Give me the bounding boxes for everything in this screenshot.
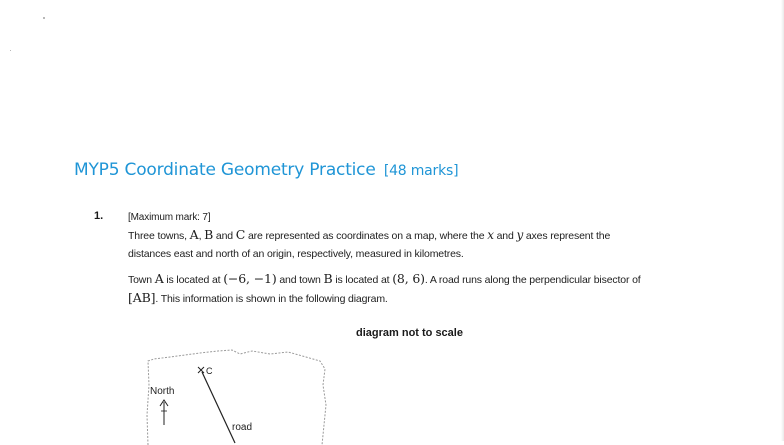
label-north: North bbox=[150, 386, 175, 397]
text-run: . This information is shown in the following diagram. bbox=[155, 293, 388, 305]
text-run: Town bbox=[128, 274, 155, 286]
road-line bbox=[202, 372, 235, 443]
math-town-a: A bbox=[189, 227, 199, 242]
text-run: is located at bbox=[332, 274, 393, 286]
math-x: x bbox=[487, 228, 494, 242]
scan-speck bbox=[43, 17, 45, 19]
text-run: and bbox=[493, 230, 517, 242]
label-road: road bbox=[232, 422, 253, 433]
math-town-a: A bbox=[154, 271, 164, 286]
max-mark: [Maximum mark: 7] bbox=[128, 212, 211, 223]
title-marks: [48 marks] bbox=[383, 163, 459, 179]
max-mark-line bbox=[128, 208, 648, 227]
text-run: is located at bbox=[163, 274, 224, 286]
point-c-marker bbox=[198, 367, 204, 373]
math-y: y bbox=[516, 228, 524, 242]
math-town-b: B bbox=[204, 227, 214, 242]
page-title bbox=[74, 160, 458, 180]
math-coord-a: (−6, −1) bbox=[223, 271, 277, 286]
text-run: Three towns, bbox=[128, 230, 190, 242]
math-town-c: C bbox=[235, 227, 246, 242]
question-paragraph-2 bbox=[128, 270, 648, 308]
math-coord-b: (8, 6) bbox=[392, 271, 425, 286]
text-run: are represented as coordinates on a map, where the bbox=[245, 230, 488, 242]
scan-speck bbox=[10, 50, 11, 51]
question-paragraph-1 bbox=[128, 226, 648, 263]
label-c: C bbox=[206, 366, 213, 376]
math-segment-ab: [AB] bbox=[128, 290, 156, 305]
text-run: axes represent the distances east and north of an origin, respectively, measured in kilometres. bbox=[128, 230, 611, 260]
text-run: , bbox=[198, 230, 205, 242]
text-run: and bbox=[213, 230, 236, 242]
title-text: MYP5 Coordinate Geometry Practice bbox=[74, 160, 376, 180]
math-town-b: B bbox=[323, 271, 333, 286]
diagram-scale-note: diagram not to scale bbox=[356, 327, 463, 339]
text-run: and town bbox=[276, 274, 324, 286]
question-number: 1. bbox=[94, 210, 104, 222]
text-run: . A road runs along the perpendicular bisector of bbox=[424, 274, 641, 286]
north-arrow-icon bbox=[160, 400, 168, 425]
map-diagram bbox=[130, 345, 335, 445]
